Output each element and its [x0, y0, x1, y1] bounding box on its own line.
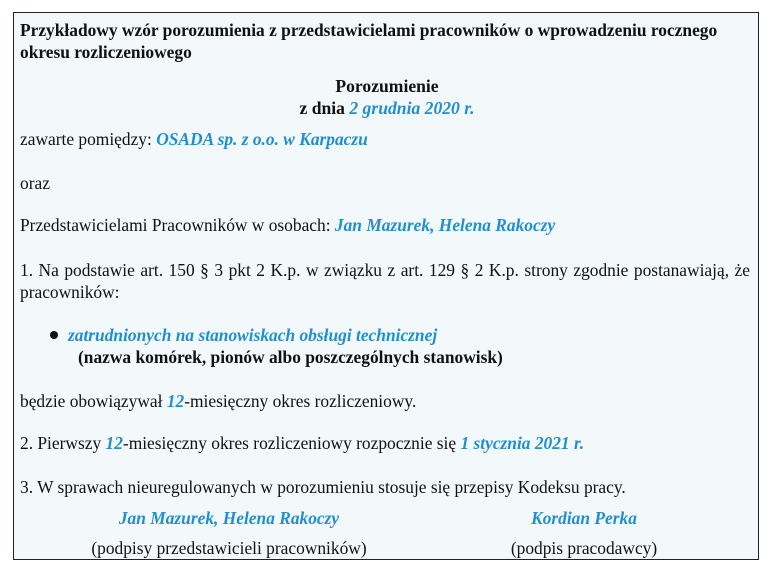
para2-a: 2. Pierwszy: [20, 433, 102, 453]
representatives-line: [20, 214, 750, 236]
representatives-names: Jan Mazurek, Helena Rakoczy: [334, 215, 556, 235]
date-prefix: z dnia: [299, 98, 345, 118]
bullet-note: (nazwa komórek, pionów albo poszczególnych stanowisk): [78, 347, 503, 367]
signature-left-label: (podpisy przedstawicieli pracowników): [91, 538, 367, 558]
start-date: 1 stycznia 2021 r.: [460, 433, 585, 453]
para1-end-b: -miesięczny okres rozliczeniowy.: [184, 391, 417, 411]
parties-prefix: zawarte pomiędzy:: [20, 129, 152, 149]
document-heading: Przykładowy wzór porozumienia z przedstawicielami pracowników o wprowadzeniu rocznego okresu rozliczeniowego: [20, 20, 718, 62]
date-value: 2 grudnia 2020 r.: [349, 98, 475, 118]
signature-left-names: Jan Mazurek, Helena Rakoczy: [118, 508, 340, 528]
document-title: Porozumienie: [335, 76, 439, 96]
document-date: [14, 97, 760, 119]
signature-right-name: Kordian Perka: [531, 508, 637, 528]
and-line: oraz: [20, 173, 50, 193]
months-value-2: 12: [105, 433, 123, 453]
signature-right-label: (podpis pracodawcy): [510, 538, 658, 558]
paragraph-3: 3. W sprawach nieuregulowanych w porozumieniu stosuje się przepisy Kodeksu pracy.: [20, 477, 626, 497]
months-value: 12: [166, 391, 185, 411]
paragraph-1-end: [20, 390, 750, 412]
agreement-template-box: [13, 12, 759, 560]
para2-b: -miesięczny okres rozliczeniowy rozpocznie się: [122, 433, 457, 453]
bullet-value: zatrudnionych na stanowiskach obsługi technicznej: [68, 325, 438, 345]
paragraph-2: [20, 432, 750, 454]
company-name: OSADA sp. z o.o. w Karpaczu: [156, 129, 368, 149]
bullet-marker: [50, 331, 58, 339]
paragraph-1: 1. Na podstawie art. 150 § 3 pkt 2 K.p. w związku z art. 129 § 2 K.p. strony zgodnie postanawiają, że pracowników:: [20, 260, 750, 302]
parties-line: [20, 128, 750, 150]
para1-end-a: będzie obowiązywał: [20, 391, 163, 411]
representatives-prefix: Przedstawicielami Pracowników w osobach:: [20, 215, 331, 235]
